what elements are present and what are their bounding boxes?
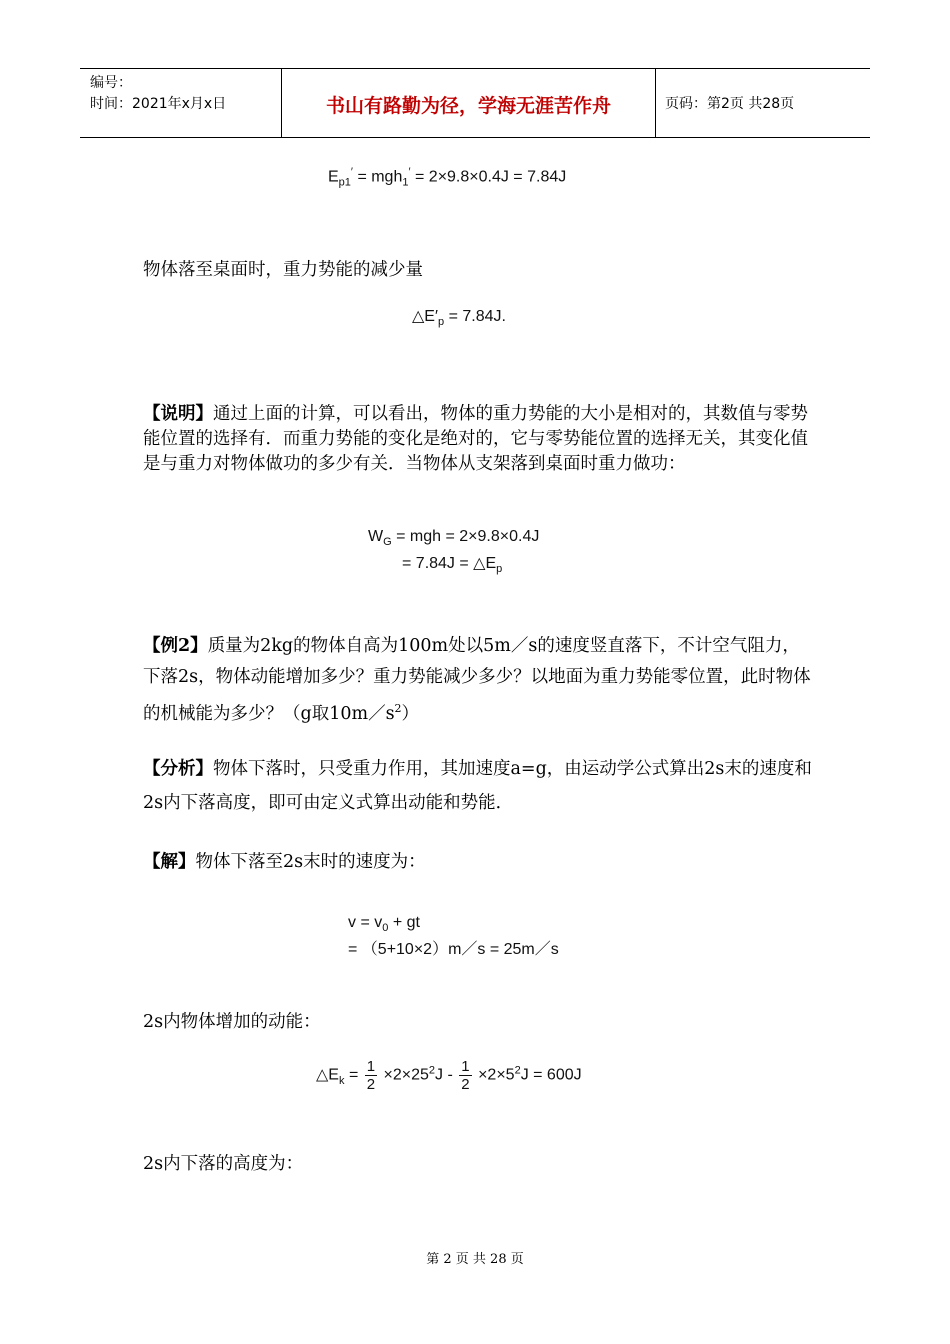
paragraph-explanation: 【说明】通过上面的计算，可以看出，物体的重力势能的大小是相对的，其数值与零势能位置的选择有．而重力势能的变化是绝对的，它与零势能位置的选择无关，其变化值是与重力对物体做功的多少有关．当物体从支架落到桌面时重力做功： (143, 404, 808, 474)
paragraph: 2s内下落的高度为： (143, 1154, 304, 1174)
label-example: 【例2】 (143, 636, 208, 656)
header-motto: 书山有路勤为径，学海无涯苦作舟 (325, 95, 611, 117)
paragraph-analysis: 【分析】物体下落时，只受重力作用，其加速度a=g，由运动学公式算出2s末的速度和2s内下落高度，即可由定义式算出动能和势能． (143, 759, 812, 813)
paragraph-solution: 【解】物体下落至2s末时的速度为： (143, 852, 426, 872)
header-page-info: 页码：第2页 共28页 (665, 96, 795, 112)
label-analysis: 【分析】 (143, 759, 213, 779)
fraction: $\frac{1}{2}$ (461, 1058, 470, 1093)
fraction: $\frac{1}{2}$ (366, 1058, 376, 1093)
header-divider (655, 69, 656, 137)
label-solution: 【解】 (143, 852, 196, 872)
paragraph-example-2: 【例2】质量为2kg的物体自高为100m处以5m／s的速度竖直落下，不计空气阻力，下落2s，物体动能增加多少？重力势能减少多少？以地面为重力势能零位置，此时物体的机械能为多少？（g取$10m/s^2$） (143, 636, 811, 724)
number-label: 编号： (90, 75, 132, 91)
page-header (80, 68, 870, 138)
paragraph: 2s内物体增加的动能： (143, 1012, 321, 1032)
equation-potential-energy: $E_{p1}' = mgh_1' = 2\times 9.8\times 0.4J = 7.84J$ (328, 166, 567, 189)
equation-kinetic-energy: $\triangle E_k$ = $\frac{1}{2}$ $\times 2\times 25^2J$ - $\frac{1}{2}$ $\times 2\times 5^2J = 600J$ (316, 1058, 582, 1093)
time-label: 时间：2021年x月x日 (90, 96, 227, 112)
paragraph: 物体落至桌面时，重力势能的减少量 (143, 260, 423, 280)
page-footer: 第 2 页 共 28 页 (426, 1252, 524, 1267)
equation-velocity: $v = v_0$ + gt = （5+10×2）m／s = 25m／s (348, 914, 559, 959)
equation-work-gravity: $W_G$ = mgh = 2×9.8×0.4J = $7.84J = \triangle E_p$ (368, 528, 540, 576)
header-meta (90, 73, 226, 115)
equation-delta-ep: $\triangle E'_p = 7.84J$. (412, 308, 506, 329)
label-explanation: 【说明】 (143, 404, 213, 424)
